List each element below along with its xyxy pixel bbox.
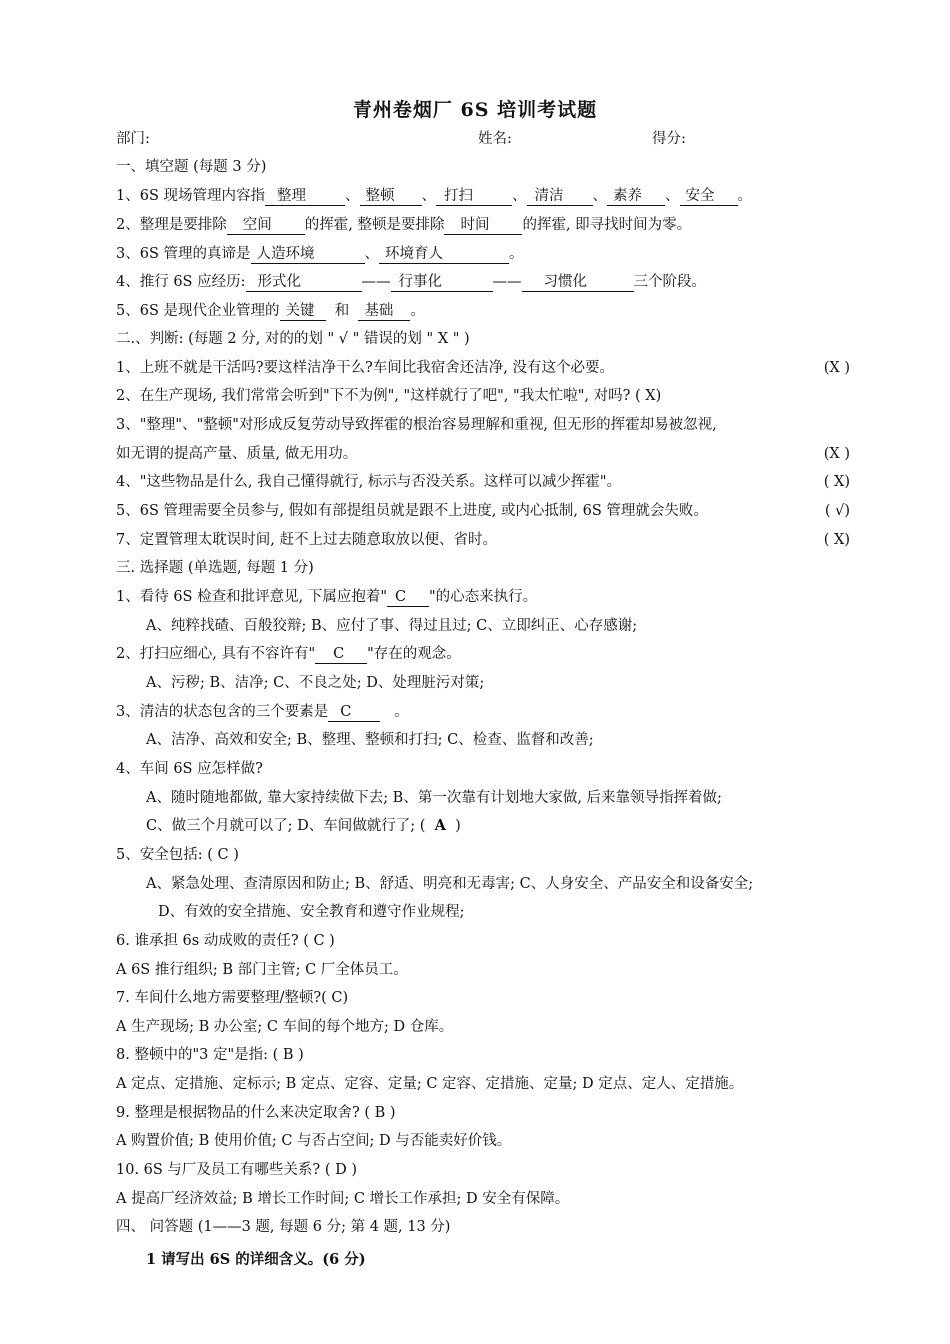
fill-question-1: 1、6S 现场管理内容指 整理 、 整顿 、 打扫 、 清洁 、 素养 、 安全 。: [116, 188, 752, 204]
answer-blank: 安全: [680, 187, 738, 206]
answer-blank: 整理: [265, 187, 345, 206]
answer-blank: 行事化: [391, 273, 493, 292]
section4-heading: 四、 问答题 (1——3 题, 每题 6 分; 第 4 题, 13 分): [116, 1219, 451, 1235]
name-label: 姓名:: [478, 131, 512, 147]
judge-question-4: 4、"这些物品是什么, 我自己懂得就行, 标示与否没关系。这样可以减少挥霍"。: [116, 474, 621, 490]
fill-question-5: 5、6S 是现代企业管理的 关键 和 基础 。: [116, 303, 425, 319]
choice-question-2: 2、打扫应细心, 具有不容许有" C "存在的观念。: [116, 646, 461, 662]
choice-question-4: 4、车间 6S 应怎样做?: [116, 761, 263, 777]
answer-blank: C: [328, 703, 380, 722]
choice-options: A、洁净、高效和安全; B、整理、整顿和打扫; C、检查、监督和改善;: [146, 732, 594, 748]
fill-question-3: 3、6S 管理的真谛是 人造环境 、 环境育人 。: [116, 246, 524, 262]
fill-question-4: 4、推行 6S 应经历: 形式化 —— 行事化 —— 习惯化 三个阶段。: [116, 274, 706, 290]
choice-question-3: 3、清洁的状态包含的三个要素是 C 。: [116, 704, 409, 720]
choice-question-6: 6. 谁承担 6s 动成败的责任? ( C ): [116, 933, 335, 949]
answer-blank: 空间: [227, 216, 305, 235]
judge-question-1: 1、上班不就是干活吗?要这样洁净干么?车间比我宿舍还洁净, 没有这个必要。: [116, 360, 614, 376]
fill-question-2: 2、整理是要排除 空间 的挥霍, 整顿是要排除 时间 的挥霍, 即寻找时间为零。: [116, 217, 692, 233]
section1-heading: 一、填空题 (每题 3 分): [116, 159, 267, 175]
section3-heading: 三. 选择题 (单选题, 每题 1 分): [116, 560, 314, 576]
choice-options: A、随时随地都做, 靠大家持续做下去; B、第一次靠有计划地大家做, 后来靠领导指挥着做;: [146, 790, 722, 806]
choice-options: A 定点、定措施、定标示; B 定点、定容、定量; C 定容、定措施、定量; D 定点、定人、定措施。: [116, 1076, 744, 1092]
judge-mark: (X ): [823, 360, 850, 376]
choice-question-7: 7. 车间什么地方需要整理/整顿?( C): [116, 990, 349, 1006]
answer-blank: 基础: [358, 302, 410, 321]
page-title: 青州卷烟厂 6S 培训考试题: [352, 99, 598, 121]
section2-heading: 二.、判断: (每题 2 分, 对的的划 " √ " 错误的划 " X " ): [116, 331, 470, 347]
choice-question-8: 8. 整顿中的"3 定"是指: ( B ): [116, 1047, 304, 1063]
judge-question-2: 2、在生产现场, 我们常常会听到"下不为例", "这样就行了吧", "我太忙啦", 对吗? ( X): [116, 388, 662, 404]
essay-question-1: 1 请写出 6S 的详细含义。(6 分): [146, 1251, 366, 1268]
answer-blank: C: [387, 588, 429, 607]
choice-question-1: 1、看待 6S 检查和批评意见, 下属应抱着" C "的心态来执行。: [116, 589, 538, 605]
choice-options: A 提高厂经济效益; B 增长工作时间; C 增长工作承担; D 安全有保障。: [116, 1191, 570, 1207]
judge-question-7: 7、定置管理太耽误时间, 赶不上过去随意取放以便、省时。: [116, 532, 497, 548]
choice-options: A 6S 推行组织; B 部门主管; C 厂全体员工。: [116, 962, 408, 978]
choice-options: A 生产现场; B 办公室; C 车间的每个地方; D 仓库。: [116, 1019, 454, 1035]
judge-question-3-line2: 如无谓的提高产量、质量, 做无用功。: [116, 446, 358, 462]
choice-options: C、做三个月就可以了; D、车间做就行了; ( A ): [146, 817, 461, 834]
choice-options: A、污秽; B、洁净; C、不良之处; D、处理脏污对策;: [146, 675, 485, 691]
choice-options: A 购置价值; B 使用价值; C 与否占空间; D 与否能卖好价钱。: [116, 1133, 512, 1149]
judge-question-5: 5、6S 管理需要全员参与, 假如有部提组员就是跟不上进度, 或内心抵制, 6S 管理就会失败。: [116, 503, 708, 519]
choice-options: D、有效的安全措施、安全教育和遵守作业规程;: [158, 904, 465, 920]
choice-question-5: 5、安全包括: ( C ): [116, 847, 239, 863]
answer-blank: 时间: [444, 216, 522, 235]
choice-question-9: 9. 整理是根据物品的什么来决定取舍? ( B ): [116, 1105, 396, 1121]
choice-options: A、紧急处理、查清原因和防止; B、舒适、明亮和无毒害; C、人身安全、产品安全和设备安全;: [146, 876, 754, 892]
dept-label: 部门:: [116, 131, 150, 147]
answer-blank: 素养: [607, 187, 665, 206]
answer-blank: 清洁: [527, 187, 593, 206]
judge-mark: ( X): [823, 532, 850, 548]
choice-question-10: 10. 6S 与厂及员工有哪些关系? ( D ): [116, 1162, 357, 1178]
judge-mark: (X ): [823, 446, 850, 462]
answer-blank: 整顿: [360, 187, 422, 206]
choice-answer: A: [434, 817, 446, 834]
answer-blank: C: [315, 645, 367, 664]
answer-blank: 打扫: [436, 187, 512, 206]
score-label: 得分:: [652, 131, 686, 147]
answer-blank: 环境育人: [379, 245, 509, 264]
answer-blank: 形式化: [246, 273, 362, 292]
judge-mark: ( X): [823, 474, 850, 490]
answer-blank: 习惯化: [522, 273, 634, 292]
choice-options: A、纯粹找碴、百般狡辩; B、应付了事、得过且过; C、立即纠正、心存感谢;: [146, 618, 638, 634]
answer-blank: 人造环境: [251, 245, 365, 264]
judge-question-3-line1: 3、"整理"、"整顿"对形成反复劳动导致挥霍的根治容易理解和重视, 但无形的挥霍却易被忽视,: [116, 417, 717, 433]
judge-mark: ( √): [824, 503, 850, 519]
answer-blank: 关键: [280, 302, 326, 321]
